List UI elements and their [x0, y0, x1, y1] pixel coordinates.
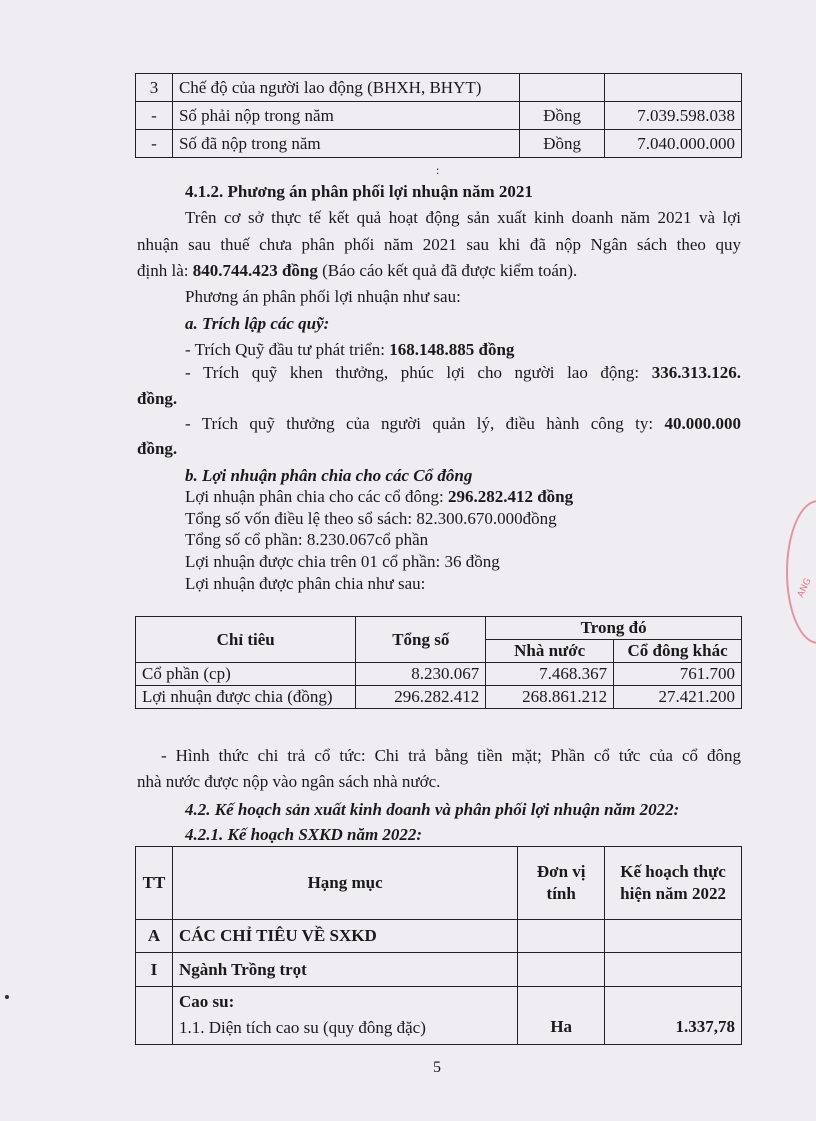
text: - Trích quỹ thưởng của người quản lý, điều hành công ty: [185, 414, 665, 433]
row-number: 3 [136, 74, 173, 102]
header-indicator: Chỉ tiêu [136, 617, 356, 663]
row-item: CÁC CHỈ TIÊU VỀ SXKD [172, 920, 517, 953]
fund-line [185, 338, 514, 362]
paragraph-line: nhà nước được nộp vào ngân sách nhà nước. [137, 772, 441, 791]
row-value [605, 74, 742, 102]
plan-table [135, 846, 742, 1045]
row-other: 761.700 [614, 663, 742, 686]
subsection-heading: b. Lợi nhuận phân chia cho các Cổ đông [185, 466, 473, 485]
header-unit-line: tính [546, 884, 576, 903]
row-total: 8.230.067 [356, 663, 486, 686]
table-header-row [136, 617, 742, 640]
row-tt [136, 987, 173, 1045]
table-row [136, 686, 742, 709]
dividend-table [135, 616, 742, 709]
row-item: Số đã nộp trong năm [172, 130, 519, 158]
row-number: - [136, 130, 173, 158]
header-of-which: Trong đó [486, 617, 742, 640]
header-state: Nhà nước [486, 640, 614, 663]
row-item: Chế độ của người lao động (BHXH, BHYT) [172, 74, 519, 102]
row-unit [520, 74, 605, 102]
rubber-item: 1.1. Diện tích cao su (quy đông đặc) [178, 1018, 426, 1037]
text: - Trích quỹ khen thưởng, phúc lợi cho người lao động: [185, 363, 652, 382]
table-row [136, 130, 742, 158]
row-item: Số phải nộp trong năm [172, 102, 519, 130]
row-item: Ngành Trồng trọt [172, 953, 517, 987]
table-row [136, 74, 742, 102]
row-number: - [136, 102, 173, 130]
row-unit [518, 920, 605, 953]
row-tt: A [136, 920, 173, 953]
paragraph-line: nhuận sau thuế chưa phân phối năm 2021 sau khi đã nộp Ngân sách theo quy [137, 235, 741, 254]
text: (Báo cáo kết quả đã được kiểm toán). [317, 261, 578, 280]
table-row [136, 102, 742, 130]
header-plan-line: hiện năm 2022 [620, 884, 726, 903]
subsection-heading: 4.2.1. Kế hoạch SXKD năm 2022: [185, 825, 423, 844]
paragraph-line: Trên cơ sở thực tế kết quả hoạt động sản xuất kinh doanh năm 2021 và lợi [185, 208, 741, 227]
contribution-table [135, 73, 742, 158]
row-value [605, 920, 742, 953]
row-state: 268.861.212 [486, 686, 614, 709]
row-unit: Đồng [520, 130, 605, 158]
header-total: Tổng số [356, 617, 486, 663]
subsection-heading: a. Trích lập các quỹ: [185, 314, 330, 333]
stray-mark: : [436, 163, 440, 177]
scan-speck [5, 995, 9, 999]
row-value: 1.337,78 [605, 987, 742, 1045]
row-other: 27.421.200 [614, 686, 742, 709]
text: - Trích Quỹ đầu tư phát triển: [185, 340, 390, 359]
table-row [136, 920, 742, 953]
section-heading: 4.2. Kế hoạch sản xuất kinh doanh và phân phối lợi nhuận năm 2022: [185, 800, 680, 819]
fund-line-cont: đồng. [137, 389, 178, 408]
row-item [172, 987, 517, 1045]
row-total: 296.282.412 [356, 686, 486, 709]
row-unit: Ha [518, 987, 605, 1045]
row-tt: I [136, 953, 173, 987]
paragraph-line: Phương án phân phối lợi nhuận như sau: [185, 287, 461, 306]
table-header-row [136, 847, 742, 920]
row-state: 7.468.367 [486, 663, 614, 686]
row-value: 7.039.598.038 [605, 102, 742, 130]
section-heading: 4.1.2. Phương án phân phối lợi nhuận năm 2021 [185, 182, 533, 201]
row-value: 7.040.000.000 [605, 130, 742, 158]
text: Lợi nhuận phân chia cho các cổ đông: [185, 487, 448, 506]
fund-amount: 168.148.885 đồng [389, 340, 515, 359]
row-unit [518, 953, 605, 987]
dividend-line: Lợi nhuận được chia trên 01 cổ phần: 36 đồng [185, 552, 500, 571]
dividend-line: Tổng số cổ phần: 8.230.067cổ phần [185, 530, 429, 549]
paragraph-line: - Hình thức chi trả cổ tức: Chi trả bằng tiền mặt; Phần cổ tức của cổ đông [161, 746, 741, 765]
fund-line-cont: đồng. [137, 439, 178, 458]
page-number: 5 [433, 1059, 441, 1076]
stamp-fragment [786, 500, 816, 644]
text: định là: [137, 261, 193, 280]
table-row [136, 953, 742, 987]
header-unit-line: Đơn vị [536, 862, 586, 881]
header-tt: TT [136, 847, 173, 920]
dividend-line [185, 485, 573, 509]
dividend-line: Lợi nhuận được phân chia như sau: [185, 574, 426, 593]
header-plan [605, 847, 742, 920]
row-value [605, 953, 742, 987]
fund-amount: 336.313.126. [651, 363, 741, 382]
profit-amount: 840.744.423 đồng [192, 261, 318, 280]
rubber-heading: Cao su: [178, 992, 235, 1011]
row-label: Cổ phần (cp) [136, 663, 356, 686]
dividend-line: Tổng số vốn điều lệ theo sổ sách: 82.300.670.000đồng [185, 509, 557, 528]
header-other: Cổ đông khác [614, 640, 742, 663]
header-item: Hạng mục [172, 847, 517, 920]
fund-line [185, 412, 741, 436]
table-row [136, 987, 742, 1045]
header-unit [518, 847, 605, 920]
paragraph-line [137, 259, 577, 283]
fund-amount: 40.000.000 [664, 414, 741, 433]
header-plan-line: Kế hoạch thực [620, 862, 726, 881]
fund-line [185, 361, 741, 385]
dividend-amount: 296.282.412 đồng [447, 487, 574, 506]
row-label: Lợi nhuận được chia (đồng) [136, 686, 356, 709]
row-unit: Đồng [520, 102, 605, 130]
stamp-text: ANG [796, 576, 814, 600]
table-row [136, 663, 742, 686]
